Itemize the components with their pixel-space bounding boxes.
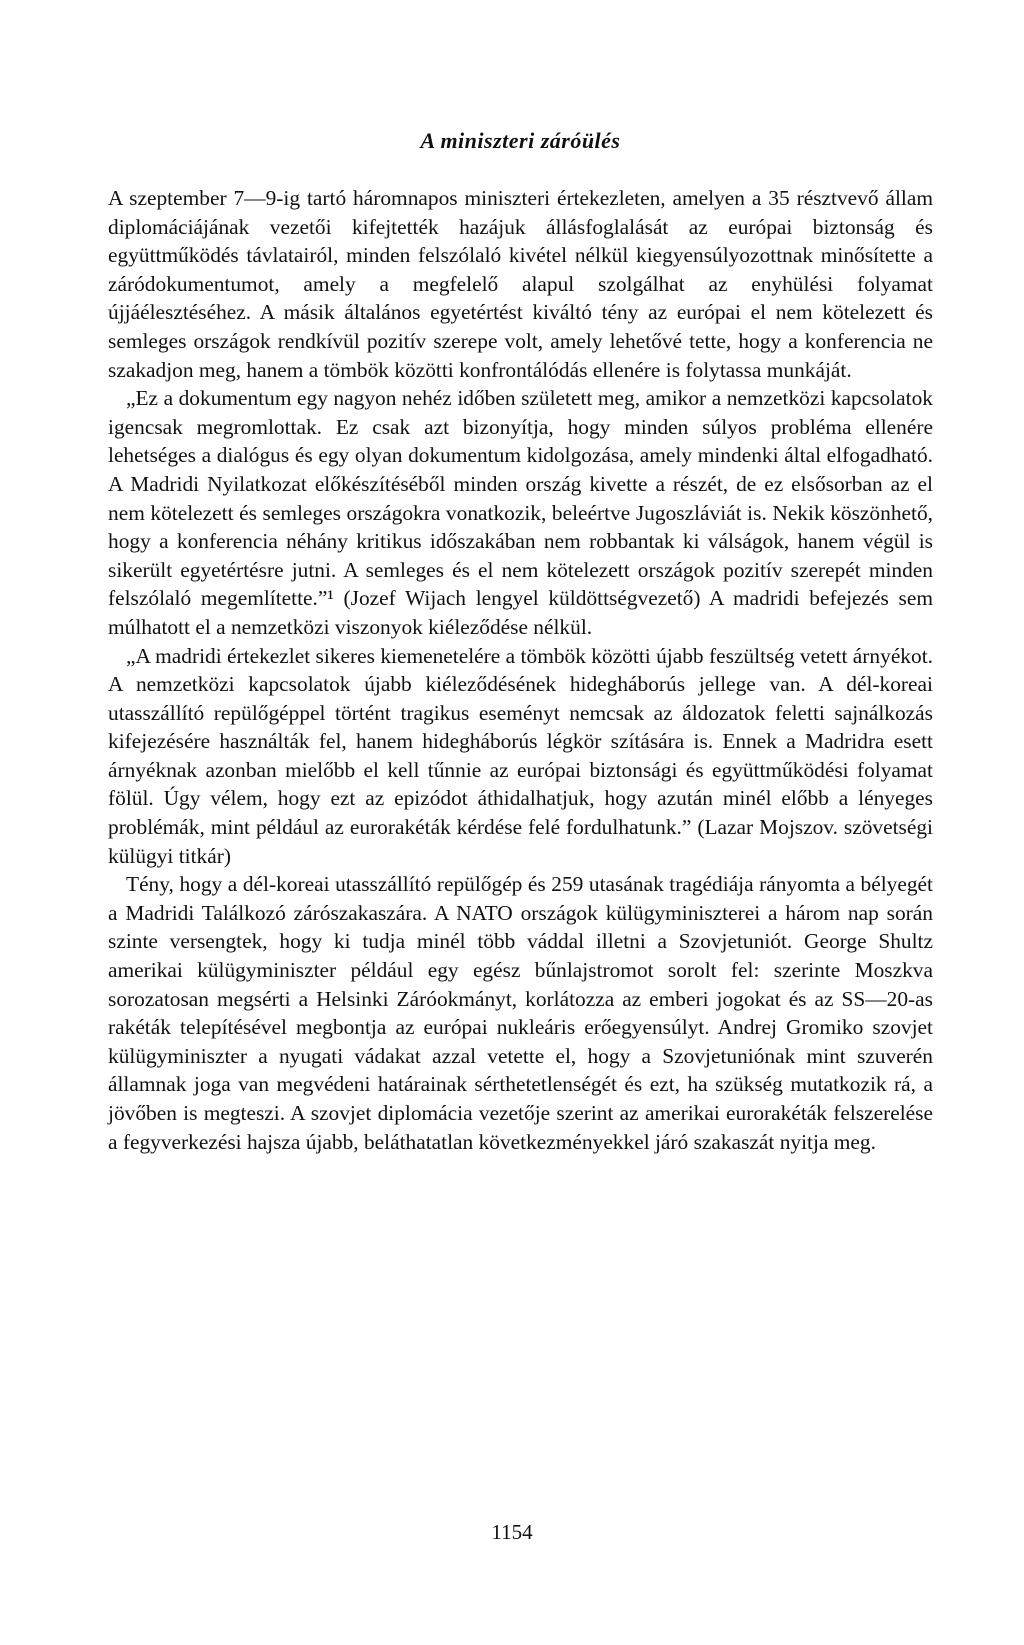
paragraph-4: Tény, hogy a dél-koreai utasszállító repülőgép és 259 utasának tragédiája rányomta a bélyegét a Madridi Találkozó zárószakaszára. A NATO országok külügyminiszterei a három nap során szinte versengtek, hogy ki tudja minél több váddal illetni a Szovjetuniót. George Shultz amerikai külügyminiszter például egy egész bűnlajstromot sorolt fel: szerinte Moszkva sorozatosan megsérti a Helsinki Záróokmányt, korlátozza az emberi jogokat és az SS—20-as rakéták telepítésével megbontja az európai nukleáris erőegyensúlyt. Andrej Gromiko szovjet külügyminiszter a nyugati vádakat azzal vetette el, hogy a Szovjetuniónak mint szuverén államnak joga van megvédeni határainak sérthetetlenségét és ezt, ha szükség mutatkozik rá, a jövőben is megteszi. A szovjet diplomácia vezetője szerint az amerikai eurorakéták felszerelése a fegyverkezési hajsza újabb, beláthatatlan következményekkel járó szakaszát nyitja meg.: [108, 872, 933, 1154]
document-page: [108, 128, 933, 1156]
paragraph-2: „Ez a dokumentum egy nagyon nehéz időben született meg, amikor a nemzetközi kapcsolatok igencsak megromlottak. Ez csak azt bizonyítja, hogy minden súlyos probléma ellenére lehetséges a dialógus és egy olyan dokumentum kidolgozása, amely mindenki által elfogadható. A Madridi Nyilatkozat előkészítéséből minden ország kivette a részét, de ez elsősorban az el nem kötelezett és semleges országokra vonatkozik, beleértve Jugoszláviát is. Nekik köszönhető, hogy a konferencia néhány kritikus időszakában nem robbantak ki válságok, hanem végül is sikerült egyetértésre jutni. A semleges és el nem kötelezett országok pozitív szerepét minden felszólaló megemlítette.”¹ (Jozef Wijach lengyel küldöttségvezető) A madridi befejezés sem múlhatott el a nemzetközi viszonyok kiéleződése nélkül.: [108, 386, 933, 639]
paragraph-1: A szeptember 7—9-ig tartó háromnapos miniszteri értekezleten, amelyen a 35 résztvevő állam diplomáciájának vezetői kifejtették hazájuk állásfoglalását az európai biztonság és együttműködés távlatairól, minden felszólaló kivétel nélkül kiegyensúlyozottnak minősítette a záródokumentumot, amely a megfelelő alapul szolgálhat az enyhülési folyamat újjáélesztéséhez. A másik általános egyetértést kiváltó tény az európai el nem kötelezett és semleges országok rendkívül pozitív szerepe volt, amely lehetővé tette, hogy a konferencia ne szakadjon meg, hanem a tömbök közötti konfrontálódás ellenére is folytassa munkáját.: [108, 186, 933, 382]
body-text: [108, 184, 933, 1156]
section-title: A miniszteri záróülés: [420, 128, 621, 153]
paragraph-3: „A madridi értekezlet sikeres kiemenetelére a tömbök közötti újabb feszültség vetett árnyékot. A nemzetközi kapcsolatok újabb kiéleződésének hidegháborús jellege van. A dél-koreai utasszállító repülőgéppel történt tragikus eseményt nemcsak az áldozatok feletti sajnálkozás kifejezésére használták fel, hanem hidegháborús légkör szítására is. Ennek a Madridra esett árnyéknak azonban mielőbb el kell tűnnie az európai biztonsági és együttműködési folyamat fölül. Úgy vélem, hogy ezt az epizódot áthidalhatjuk, hogy azután minél előbb a lényeges problémák, mint például az eurorakéták kérdése felé fordulhatunk.” (Lazar Mojszov. szövetségi külügyi titkár): [108, 643, 933, 868]
page-number: 1154: [491, 1520, 533, 1544]
